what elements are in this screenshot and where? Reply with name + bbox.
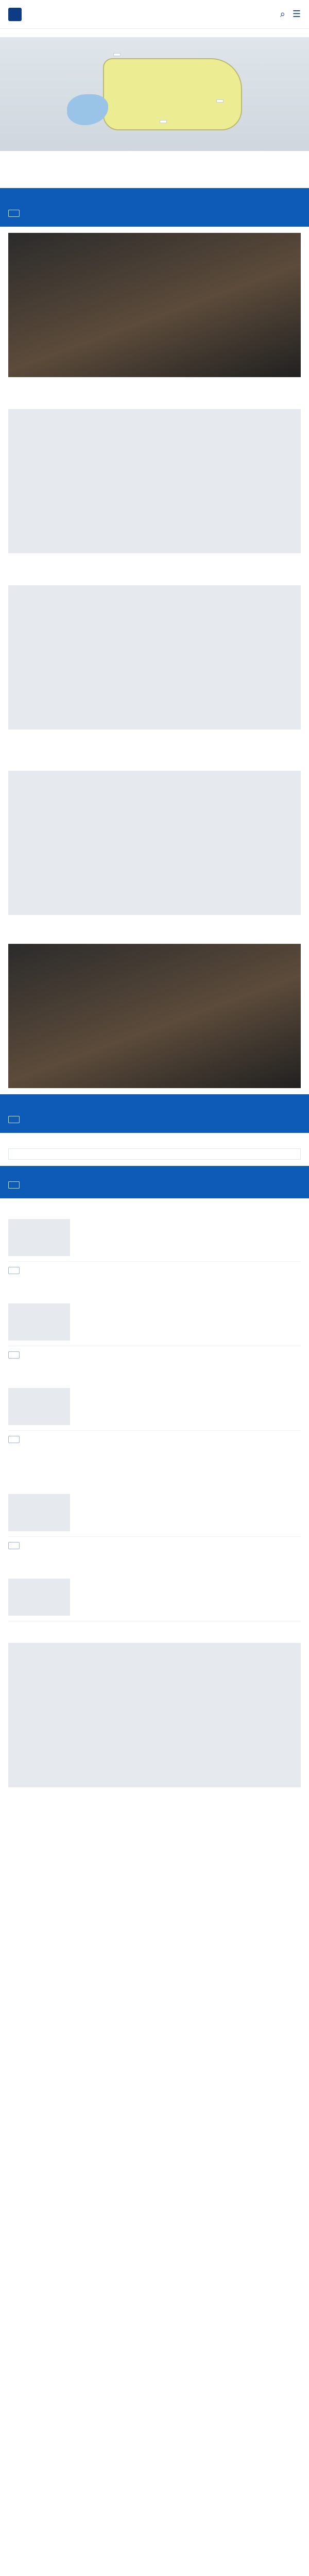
section-wissen [0, 1473, 309, 1558]
newsletter [0, 1166, 309, 1198]
blickpunkte-image[interactable] [8, 944, 301, 1088]
sendungen-cta[interactable] [8, 1116, 20, 1123]
wissen-cta[interactable] [8, 1542, 20, 1549]
feature-2-image[interactable] [8, 409, 301, 553]
ausland-lead-thumb [8, 1303, 70, 1341]
inland-lead[interactable] [8, 1214, 301, 1262]
section-blickpunkte [0, 928, 309, 1094]
inland-cta[interactable] [8, 1267, 20, 1274]
feature-4 [0, 765, 309, 928]
header-actions [280, 9, 301, 20]
wirtschaft-lead-thumb [8, 1579, 70, 1616]
hero-map [0, 38, 309, 151]
map-label-top [113, 53, 121, 56]
map-label-center [160, 120, 167, 123]
header [0, 0, 309, 29]
section-investigativ [0, 743, 309, 765]
search-icon[interactable]: ⌕ [280, 9, 285, 19]
wissen-lead[interactable] [8, 1489, 301, 1537]
section-marktbericht [0, 1628, 309, 1801]
section-wirtschaft [0, 1558, 309, 1628]
news-list-1 [0, 391, 309, 403]
topten-list [8, 1148, 301, 1160]
feature [0, 227, 309, 391]
marktbericht-image[interactable] [8, 1643, 301, 1787]
logo-mark [8, 8, 22, 21]
subnav [0, 29, 309, 38]
section-investigativ-2 [0, 1367, 309, 1452]
ausland-lead[interactable] [8, 1298, 301, 1346]
map-country-shape [103, 58, 242, 130]
map-lake-shape [67, 94, 108, 125]
wissen-lead-thumb [8, 1494, 70, 1531]
logo[interactable] [8, 8, 26, 21]
feature-4-image[interactable] [8, 771, 301, 915]
inland-lead-thumb [8, 1219, 70, 1256]
newsletter-cta[interactable] [8, 1181, 20, 1189]
section-faktenfinder [0, 1452, 309, 1473]
feature-2 [0, 403, 309, 567]
ausland-cta[interactable] [8, 1351, 20, 1359]
feature-3 [0, 579, 309, 743]
section-ausland [0, 1283, 309, 1367]
footer-row [0, 1801, 309, 1813]
section-topten [0, 1133, 309, 1166]
tiles-1-wrap [0, 567, 309, 579]
feature-3-image[interactable] [8, 585, 301, 730]
section-inland [0, 1198, 309, 1283]
brief-cta[interactable] [8, 210, 20, 217]
investigativ-2-lead-thumb [8, 1388, 70, 1425]
menu-icon[interactable]: ☰ [292, 9, 301, 19]
section-sendungen [0, 1094, 309, 1133]
investigativ-2-cta[interactable] [8, 1436, 20, 1443]
map-label-right [216, 99, 224, 103]
wirtschaft-lead[interactable] [8, 1573, 301, 1621]
hero-text [0, 151, 309, 166]
feature-image[interactable] [8, 233, 301, 377]
section-live [0, 166, 309, 188]
investigativ-2-lead[interactable] [8, 1383, 301, 1431]
section-brief [0, 188, 309, 227]
